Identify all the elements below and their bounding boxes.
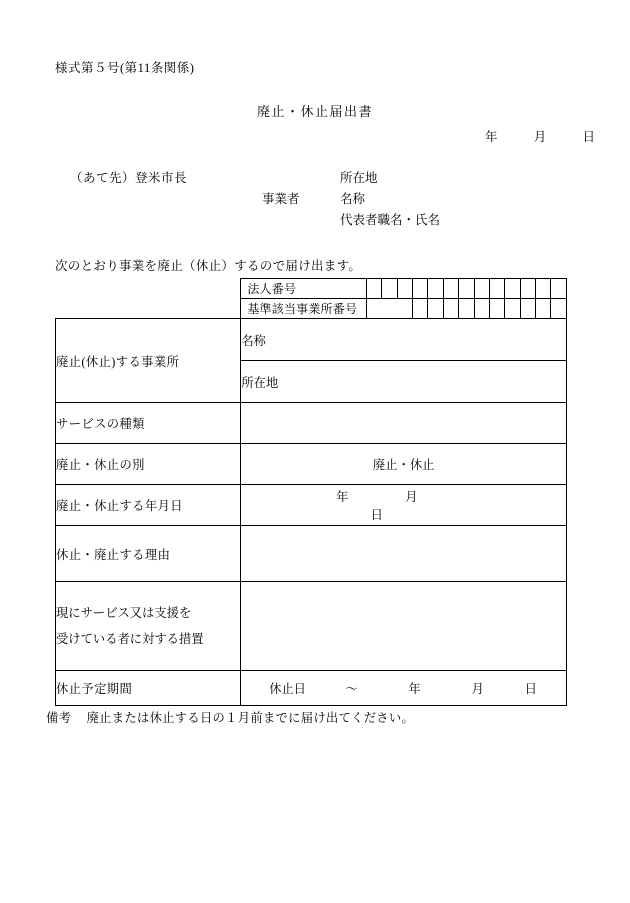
note — [46, 708, 414, 726]
date-parts — [304, 487, 504, 523]
number-box[interactable] — [382, 279, 397, 299]
table-row-corporate-number — [56, 279, 567, 299]
number-box[interactable] — [412, 299, 427, 319]
lead-text: 次のとおり事業を廃止（休止）するので届け出ます。 — [55, 259, 362, 273]
table-row-service-type — [56, 403, 567, 444]
table-row-measures — [56, 582, 567, 671]
number-box[interactable] — [474, 279, 489, 299]
date-day-label: 日 — [582, 130, 595, 144]
spacer-cell — [366, 299, 381, 319]
number-box[interactable] — [397, 279, 412, 299]
note-text: 廃止または休止する日の１月前までに届け出てください。 — [86, 711, 415, 725]
number-box[interactable] — [428, 299, 443, 319]
measures-label-line-2: 受けている者に対する措置 — [56, 632, 204, 646]
number-box[interactable] — [489, 279, 504, 299]
suspension-period-value[interactable] — [241, 671, 567, 706]
service-type-value[interactable] — [241, 403, 567, 444]
number-box[interactable] — [443, 279, 458, 299]
operator-label: 事業者 — [262, 192, 300, 206]
abolition-date-month: 月 — [405, 490, 418, 504]
suspension-month-label: 月 — [471, 682, 484, 696]
empty-cell — [56, 279, 241, 299]
table-row-abolition-type — [56, 444, 567, 485]
suspension-period-parts — [241, 679, 566, 697]
measures-value[interactable] — [241, 582, 567, 671]
number-box[interactable] — [505, 299, 520, 319]
empty-cell — [56, 299, 241, 319]
operator-name-label: 名称 — [340, 192, 366, 206]
suspension-start-label: 休止日 — [269, 682, 306, 696]
suspension-year-label: 年 — [408, 682, 421, 696]
reason-value[interactable] — [241, 526, 567, 582]
table-row-office-name — [56, 319, 567, 361]
spacer-cell — [397, 299, 412, 319]
abolition-date-day: 日 — [370, 508, 383, 522]
number-box[interactable] — [443, 299, 458, 319]
number-box[interactable] — [459, 279, 474, 299]
office-address-cell[interactable]: 所在地 — [241, 361, 567, 403]
abolition-date-year: 年 — [336, 490, 349, 504]
note-label: 備考 — [46, 711, 72, 725]
number-box[interactable] — [505, 279, 520, 299]
measures-label-line-1: 現にサービス又は支援を — [56, 606, 192, 620]
measures-label — [56, 582, 241, 671]
spacer-cell — [382, 299, 397, 319]
number-box[interactable] — [474, 299, 489, 319]
date-month-label: 月 — [533, 130, 547, 144]
abolition-type-label: 廃止・休止の別 — [56, 444, 241, 485]
suspension-period-label: 休止予定期間 — [56, 671, 241, 706]
table-row-abolition-date — [56, 485, 567, 526]
number-box[interactable] — [551, 299, 567, 319]
number-box[interactable] — [366, 279, 381, 299]
number-box[interactable] — [459, 299, 474, 319]
office-name-cell[interactable]: 名称 — [241, 319, 567, 361]
number-box[interactable] — [536, 299, 551, 319]
main-form-table — [55, 278, 567, 706]
page-title: 廃止・休止届出書 — [256, 104, 373, 119]
form-number: 様式第５号(第11条関係) — [55, 61, 195, 75]
table-row-standard-office-number — [56, 299, 567, 319]
date-year-label: 年 — [485, 130, 498, 144]
table-row-suspension-period — [56, 671, 567, 706]
corporate-number-label: 法人番号 — [241, 279, 366, 299]
abolition-date-value[interactable] — [241, 485, 567, 526]
number-box[interactable] — [489, 299, 504, 319]
service-type-label: サービスの種類 — [56, 403, 241, 444]
number-box[interactable] — [428, 279, 443, 299]
standard-office-number-label: 基準該当事業所番号 — [241, 299, 366, 319]
number-box[interactable] — [536, 279, 551, 299]
number-box[interactable] — [412, 279, 427, 299]
reason-label: 休止・廃止する理由 — [56, 526, 241, 582]
suspension-day-label: 日 — [524, 682, 537, 696]
abolition-type-value[interactable]: 廃止・休止 — [241, 444, 567, 485]
table-row-reason — [56, 526, 567, 582]
number-box[interactable] — [520, 299, 535, 319]
number-box[interactable] — [520, 279, 535, 299]
office-row-label: 廃止(休止)する事業所 — [56, 319, 241, 403]
range-tilde: ～ — [345, 682, 358, 696]
addressee: （あて先）登米市長 — [70, 171, 188, 185]
number-box[interactable] — [551, 279, 567, 299]
abolition-date-label: 廃止・休止する年月日 — [56, 485, 241, 526]
operator-address-label: 所在地 — [340, 171, 378, 185]
operator-representative-label: 代表者職名・氏名 — [340, 213, 441, 227]
